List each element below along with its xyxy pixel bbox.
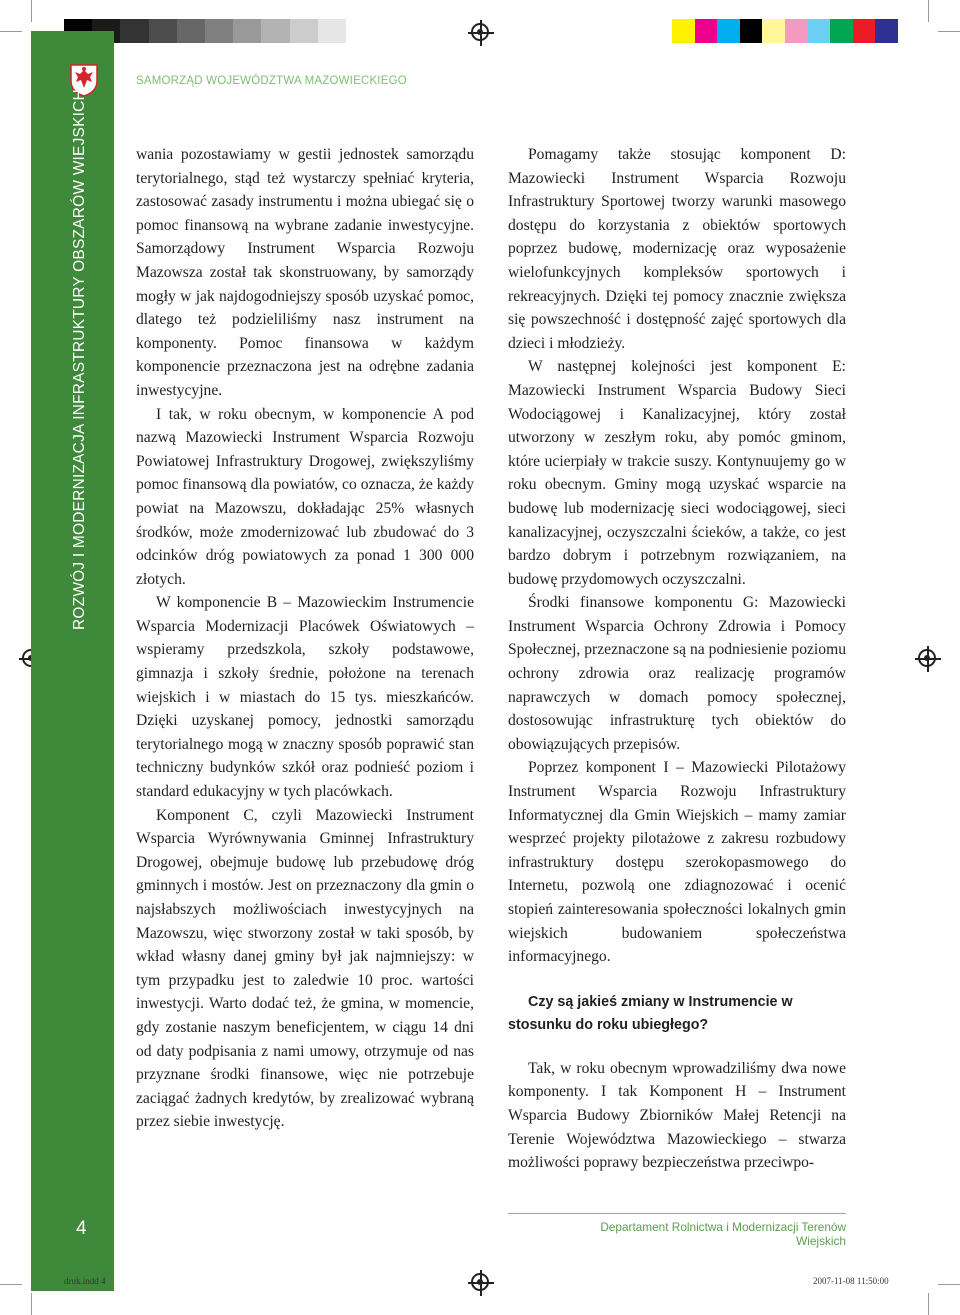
gray-swatch [205, 19, 233, 43]
print-slug-file: druk.indd 4 [64, 1276, 106, 1286]
footer-department: Departament Rolnictwa i Modernizacji Terenów Wiejskich [600, 1220, 846, 1248]
crop-mark [938, 31, 960, 32]
gray-swatch [290, 19, 318, 43]
crop-mark [938, 1284, 960, 1285]
registration-mark-icon [471, 1273, 489, 1291]
crop-mark [928, 1293, 929, 1315]
section-title: ROZWÓJ I MODERNIZACJA INFRASTRUKTURY OBSZARÓW WIEJSKICH [71, 89, 88, 630]
color-swatch [672, 19, 695, 43]
paragraph: Tak, w roku obecnym wprowadziliśmy dwa nowe komponenty. I tak Komponent H – Instrument Wsparcia Budowy Zbiorników Małej Retencji na Terenie Województwa Mazowieckiego – stwarza możliwości poprawy bezpieczeństwa przeciwpo- [508, 1059, 846, 1172]
footer-divider [508, 1213, 846, 1214]
gray-swatch [261, 19, 289, 43]
color-swatch [785, 19, 808, 43]
gray-swatch [318, 19, 346, 43]
paragraph: W następnej kolejności jest komponent E: Mazowiecki Instrument Wsparcia Budowy Sieci Wodociągowej i Kanalizacyjnej, który został utworzony w zeszłym roku, aby pomóc gminom, które ucierpiały w trakcie suszy. Kontynuujemy go w roku obecnym. Gminy mogą uzyskać wsparcie na budowę lub modernizację sieci wodociągowej, sieci kanalizacyjnej, oczyszczalni ścieków, a także, co jest bardzo dobrym i potrzebnym rozwiązaniem, na budowę przydomowych oczyszczalni. [508, 358, 846, 588]
color-swatch [853, 19, 876, 43]
crop-mark [31, 0, 32, 22]
paragraph: wania pozostawiamy w gestii jednostek samorządu terytorialnego, stąd też wystarczy spełniać kryteria, zastosować zasady instrumentu i można ubiegać się o pomoc finansową na wybrane zadanie inwestycyjne. Samorządowy Instrument Wsparcia Rozwoju Mazowsza został tak skonstruowany, by samorządy mogły w jak najdogodniejszy sposób uzyskać pomoc, dlatego też podzieliliśmy nasz instrument na komponenty. Pomoc finansowa w każdym komponencie przeznaczona jest na odrębne zadania inwestycyjne. [136, 146, 474, 399]
crop-mark [0, 1284, 22, 1285]
paragraph: Pomagamy także stosując komponent D: Mazowiecki Instrument Wsparcia Rozwoju Infrastruktury Sportowej tworzy warunki masowego dostępu do korzystania z obiektów sportowych poprzez budowę, modernizację oraz wyposażenie wielofunkcyjnych kompleksów sportowych i rekreacyjnych. Dzięki tej pomocy znacznie zwiększa się powszechność i dostępność zajęć sportowych dla dzieci i młodzieży. [508, 146, 846, 352]
publisher-header: SAMORZĄD WOJEWÓDZTWA MAZOWIECKIEGO [136, 75, 407, 87]
gray-swatch [149, 19, 177, 43]
gray-swatch [120, 19, 148, 43]
color-swatch [830, 19, 853, 43]
crop-mark [0, 31, 22, 32]
page-number: 4 [76, 1218, 87, 1239]
cmyk-color-bar [672, 19, 898, 43]
registration-mark-icon [471, 23, 489, 41]
right-column [508, 143, 846, 1175]
registration-mark-icon [918, 649, 936, 667]
interview-question: Czy są jakieś zmiany w Instrumencie w stosunku do roku ubiegłego? [508, 993, 793, 1033]
color-swatch [875, 19, 898, 43]
color-swatch [762, 19, 785, 43]
paragraph: I tak, w roku obecnym, w komponencie A pod nazwą Mazowiecki Instrument Wsparcia Rozwoju Powiatowej Infrastruktury Drogowej, zwiększyliśmy pomoc finansową dla powiatów, co oznacza, że każdy powiat na Mazowszu, dokładając 25% własnych środków, może zmodernizować lub zbudować do 3 odcinków dróg powiatowych za ponad 1 300 000 złotych. [136, 405, 474, 588]
paragraph: Środki finansowe komponentu G: Mazowiecki Instrument Wsparcia Ochrony Zdrowia i Pomocy Społecznej, przeznaczone są na podniesienie poziomu ochrony zdrowia oraz realizację programów naprawczych w domach pomocy społecznej, dostosowując infrastrukturę tych obiektów do obowiązujących przepisów. [508, 594, 846, 753]
paragraph: Komponent C, czyli Mazowiecki Instrument Wsparcia Wyrównywania Gminnej Infrastruktury Drogowej, obejmuje budowę lub przebudowę dróg gminnych i mostów. Jest on przeznaczony dla gmin o najsłabszych możliwościach inwestycyjnych na Mazowszu, więc stworzony został w taki sposób, by wkład własny danej gminy był jak najmniejszy: w tym przypadku jest to zaledwie 10 proc. wartości inwestycji. Warto dodać też, że gmina, w momencie, gdy zostanie naszym beneficjentem, w ciągu 14 dni od daty podpisania z nami umowy, otrzymuje od nas przyznane środki finansowe, więc nie potrzebuje zaciągać żadnych kredytów, by zrealizować wybraną przez siebie inwestycję. [136, 806, 474, 1131]
paragraph: Poprzez komponent I – Mazowiecki Pilotażowy Instrument Wsparcia Rozwoju Infrastruktury Informatycznej dla Gmin Wiejskich – mamy zamiar wesprzeć projekty pilotażowe z zakresu rozbudowy infrastruktury dostępu szerokopasmowego do Internetu, pozwolą one zdiagnozować i ocenić stopień zainteresowania społeczności lokalnych gmin wiejskich budowaniem społeczeństwa informacyjnego. [508, 759, 846, 966]
crop-mark [928, 0, 929, 22]
gray-swatch [233, 19, 261, 43]
color-swatch [808, 19, 831, 43]
color-swatch [740, 19, 763, 43]
color-swatch [717, 19, 740, 43]
crop-mark [31, 1293, 32, 1315]
gray-swatch [177, 19, 205, 43]
left-column [136, 143, 474, 1134]
color-swatch [695, 19, 718, 43]
print-slug-timestamp: 2007-11-08 11:50:00 [813, 1276, 889, 1286]
paragraph: W komponencie B – Mazowieckim Instrumencie Wsparcia Modernizacji Placówek Oświatowych – wspieramy przedszkola, szkoły podstawowe, gimnazja i szkoły średnie, położone na terenach wiejskich i w miastach do 15 tys. mieszkańców. Dzięki uzyskanej pomocy, jednostki samorządu terytorialnego mogą w znaczny sposób poprawić stan techniczny budynków szkół oraz podnieść poziom i standard edukacyjny w tych placówkach. [136, 594, 474, 801]
